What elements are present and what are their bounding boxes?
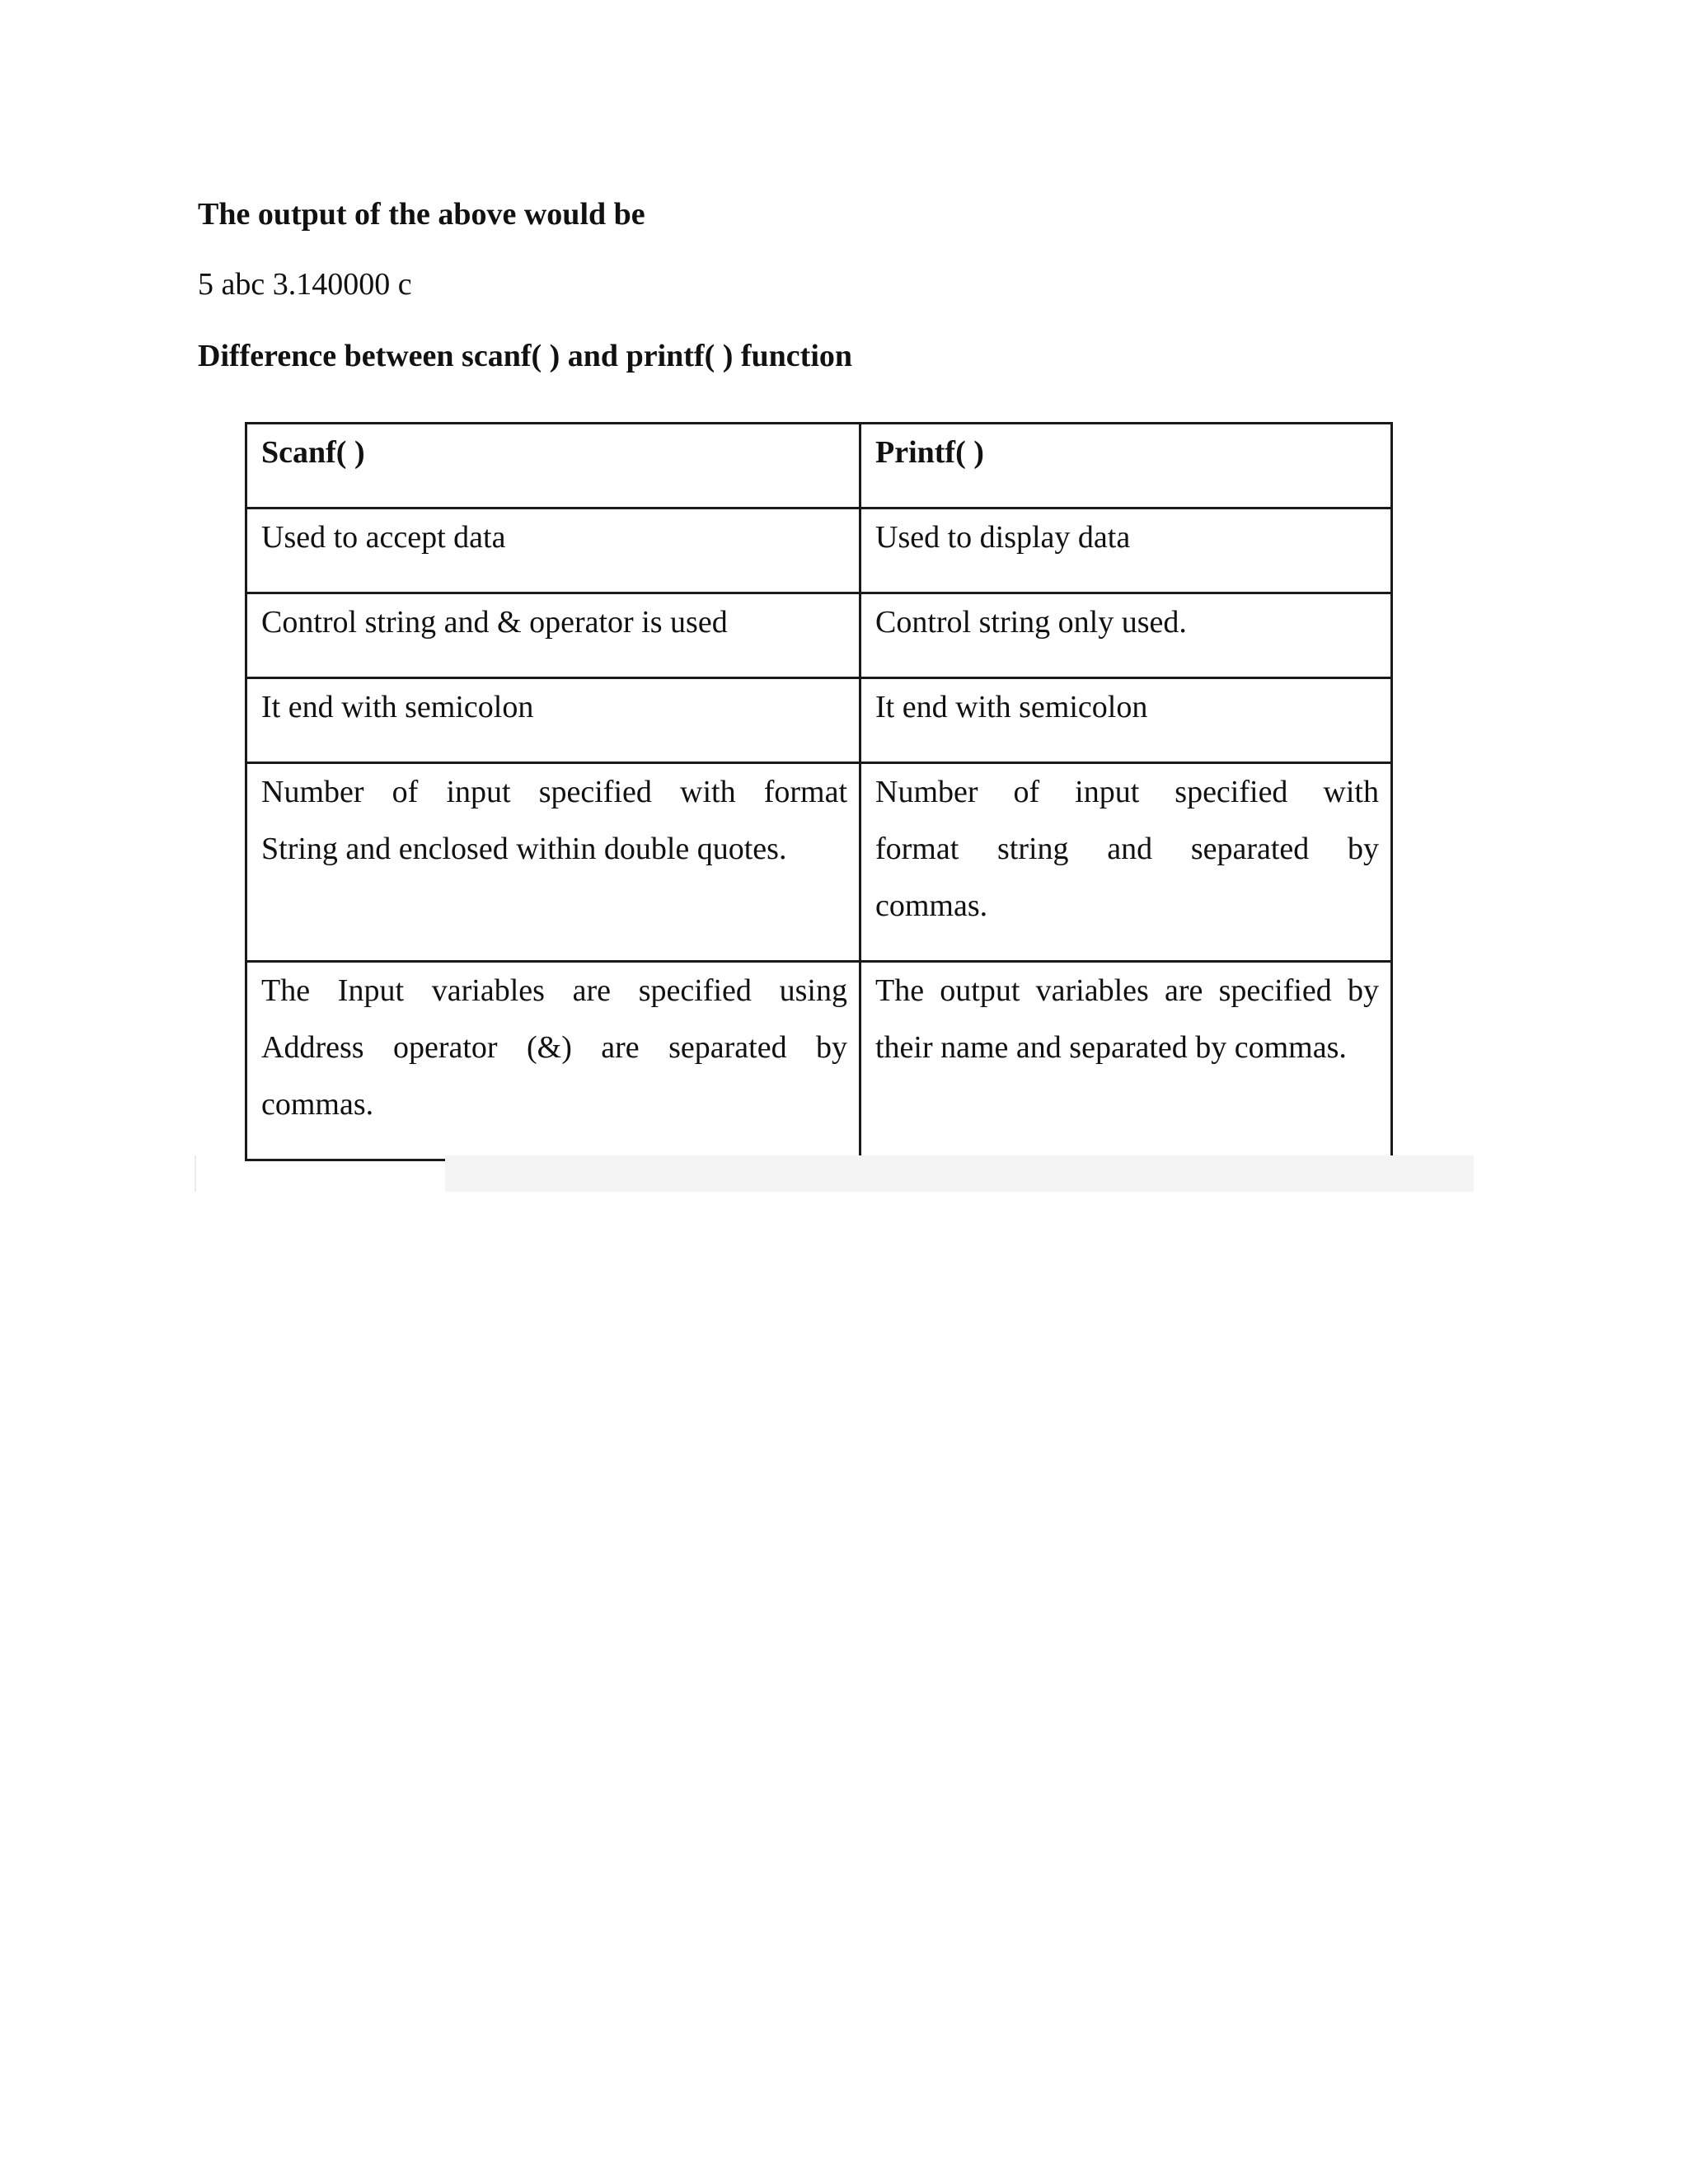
cell-printf-inputs xyxy=(860,763,1392,962)
cell-printf-variables xyxy=(860,962,1392,1160)
cell-printf-purpose: Used to display data xyxy=(860,509,1392,593)
cell-printf-semicolon: It end with semicolon xyxy=(860,678,1392,763)
cell-line: Number of input specified with format xyxy=(261,775,847,809)
cell-line: The output variables are specified by xyxy=(875,973,1379,1008)
cell-scanf-control: Control string and & operator is used xyxy=(246,593,860,678)
scan-artifact-tick xyxy=(195,1155,196,1192)
heading-difference: Difference between scanf( ) and printf( ) function xyxy=(198,339,853,373)
cell-line: their name and separated by commas. xyxy=(875,1030,1347,1065)
header-printf: Printf( ) xyxy=(860,424,1392,509)
table-row xyxy=(246,678,1392,763)
table-row xyxy=(246,509,1392,593)
cell-scanf-variables xyxy=(246,962,860,1160)
cell-line: String and enclosed within double quotes. xyxy=(261,832,787,866)
output-line: 5 abc 3.140000 c xyxy=(198,267,412,302)
cell-scanf-semicolon: It end with semicolon xyxy=(246,678,860,763)
table-row xyxy=(246,962,1392,1160)
table-border-gap xyxy=(247,1149,445,1155)
cell-scanf-inputs xyxy=(246,763,860,962)
table-row xyxy=(246,593,1392,678)
table-header-row xyxy=(246,424,1392,509)
heading-output: The output of the above would be xyxy=(198,197,645,232)
cell-line: Number of input specified with xyxy=(875,775,1379,809)
cell-line: format string and separated by xyxy=(875,832,1379,866)
comparison-table xyxy=(245,422,1393,1161)
cell-printf-control: Control string only used. xyxy=(860,593,1392,678)
scan-artifact-band xyxy=(445,1155,1474,1192)
cell-line: commas. xyxy=(875,888,988,923)
header-scanf: Scanf( ) xyxy=(246,424,860,509)
cell-scanf-purpose: Used to accept data xyxy=(246,509,860,593)
table-row xyxy=(246,763,1392,962)
cell-line: commas. xyxy=(261,1087,374,1122)
cell-line: The Input variables are specified using xyxy=(261,973,847,1008)
cell-line: Address operator (&) are separated by xyxy=(261,1030,847,1065)
